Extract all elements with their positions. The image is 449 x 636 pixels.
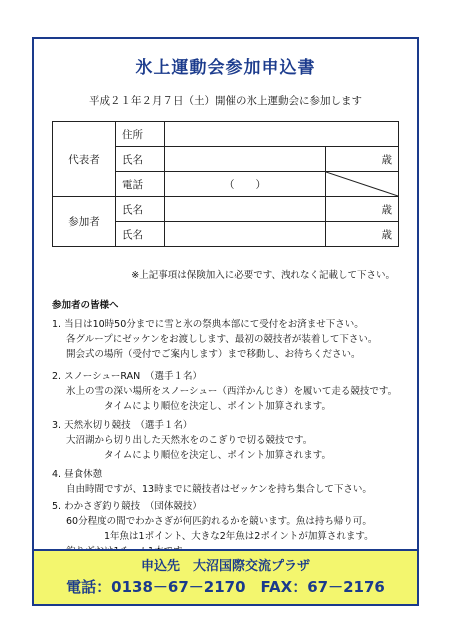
- item-1: [52, 317, 407, 362]
- participant2-name-label: 氏名: [116, 222, 165, 247]
- item-5-title: 5. わかさぎ釣り競技 （団体競技）: [52, 501, 202, 512]
- tel-label: 電話: [116, 172, 165, 197]
- participant1-name-field[interactable]: [165, 197, 326, 222]
- item-3-line: タイムにより順位を決定し、ポイント加算されます。: [104, 450, 332, 461]
- item-5-line: 1年魚は1ポイント、大きな2年魚は2ポイントが加算されます。: [104, 531, 374, 542]
- item-3-title: 3. 天然氷切り競技 （選手１名）: [52, 420, 193, 431]
- tel-field[interactable]: [165, 172, 326, 197]
- age-unit: 歳: [381, 153, 392, 166]
- contact-line-2: 電話：0138－67－2170 FAX：67－2176: [66, 578, 385, 596]
- tel-blank-cell: [326, 172, 399, 197]
- section-heading: 参加者の皆様へ: [52, 300, 119, 311]
- item-2-line: 氷上の雪の深い場所をスノーシュー（西洋かんじき）を履いて走る競技です。: [66, 386, 398, 397]
- participant2-age-field[interactable]: [326, 222, 399, 247]
- age-unit: 歳: [381, 203, 392, 216]
- age-unit: 歳: [381, 228, 392, 241]
- item-1-line: 各グループにゼッケンをお渡しします、最初の競技者が装着して下さい。: [66, 334, 378, 345]
- item-5-line: 60分程度の間でわかさぎが何匹釣れるかを競います。魚は持ち帰り可。: [66, 516, 372, 527]
- participant1-age-field[interactable]: [326, 197, 399, 222]
- contact-footer: [34, 549, 417, 604]
- rep-label: 代表者: [53, 122, 116, 197]
- tel-paren: （ ）: [224, 178, 266, 191]
- rep-age-field[interactable]: [326, 147, 399, 172]
- diagonal-line: [326, 172, 398, 196]
- item-1-line: 開会式の場所（受付でご案内します）まで移動し、お待ちください。: [66, 349, 361, 360]
- item-4: [52, 467, 407, 497]
- item-3-line: 大沼湖から切り出した天然氷をのこぎりで切る競技です。: [66, 435, 313, 446]
- item-2-line: タイムにより順位を決定し、ポイント加算されます。: [104, 401, 332, 412]
- address-field[interactable]: [165, 122, 399, 147]
- subtitle: 平成２１年２月７日（土）開催の氷上運動会に参加します: [89, 95, 362, 107]
- item-4-title: 4. 昼食休憩: [52, 469, 103, 480]
- page-title: 氷上運動会参加申込書: [135, 58, 316, 78]
- application-sheet: [32, 37, 419, 606]
- contact-line-1: 申込先 大沼国際交流プラザ: [140, 559, 310, 574]
- rep-name-field[interactable]: [165, 147, 326, 172]
- item-2: [52, 369, 407, 414]
- item-3: [52, 418, 407, 463]
- participant1-name-label: 氏名: [116, 197, 165, 222]
- address-label: 住所: [116, 122, 165, 147]
- participant2-name-field[interactable]: [165, 222, 326, 247]
- item-1-title: 1. 当日は10時50分までに雪と氷の祭典本部にて受付をお済ませ下さい。: [52, 319, 364, 330]
- item-2-title: 2. スノーシューRAN （選手１名）: [52, 371, 202, 382]
- participant-label: 参加者: [53, 197, 116, 247]
- application-form: [52, 121, 399, 247]
- item-4-line: 自由時間ですが、13時までに競技者はゼッケンを持ち集合して下さい。: [66, 484, 372, 495]
- form-note: ※上記事項は保険加入に必要です、洩れなく記載して下さい。: [131, 270, 395, 281]
- rep-name-label: 氏名: [116, 147, 165, 172]
